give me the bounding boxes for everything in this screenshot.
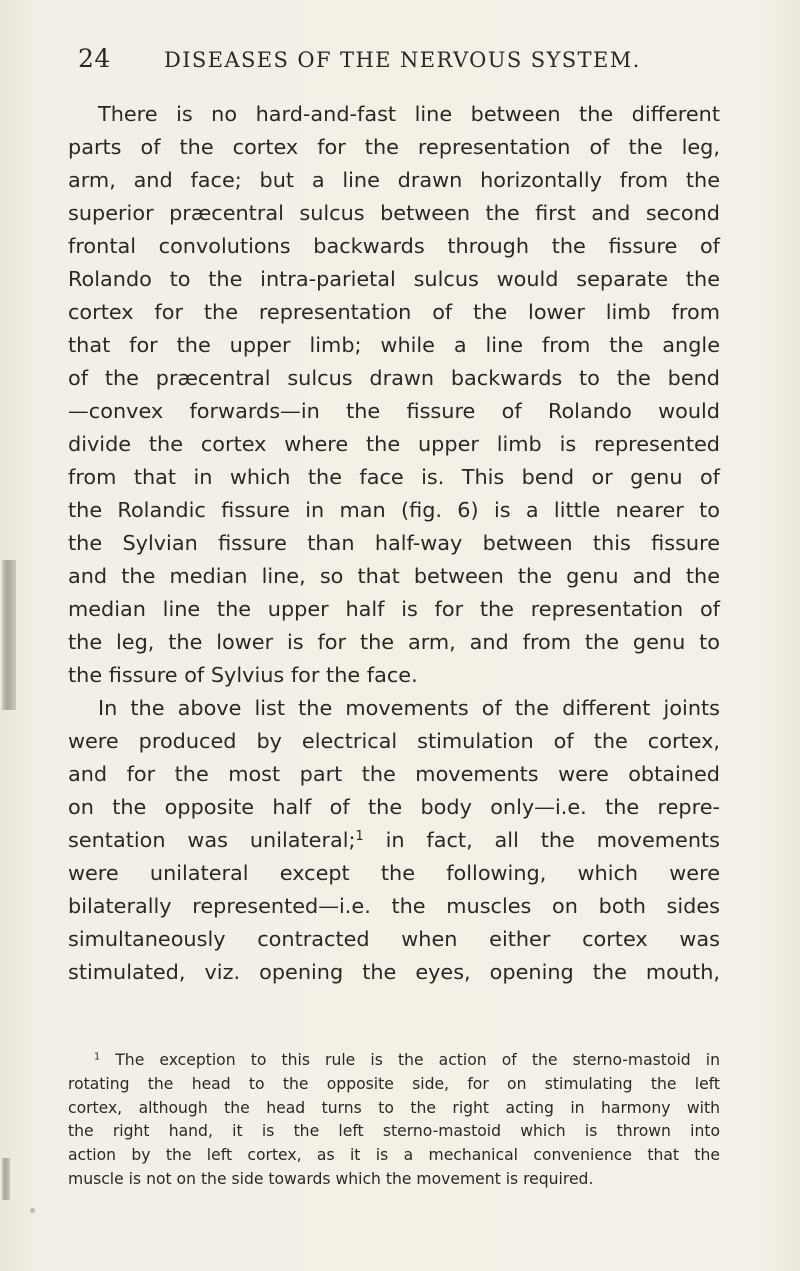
text-line-with-footnote-ref xyxy=(68,824,720,857)
page-number: 24 xyxy=(78,44,111,73)
text-line: the leg, the lower is for the arm, and from the genu to xyxy=(68,630,720,654)
footnote-line: the right hand, it is the left sterno-mastoid which is thrown into xyxy=(68,1122,720,1141)
text-line: simultaneously contracted when either cortex was xyxy=(68,927,720,951)
binding-shadow-mark xyxy=(2,560,16,710)
text-line: and the median line, so that between the genu and the xyxy=(68,564,720,588)
text-line: frontal convolutions backwards through the fissure of xyxy=(68,234,720,258)
footnote-line: rotating the head to the opposite side, for on stimulating the left xyxy=(68,1074,720,1093)
text-line: the Rolandic fissure in man (fig. 6) is a little nearer to xyxy=(68,498,720,522)
text-line: divide the cortex where the upper limb is represented xyxy=(68,432,720,456)
footnote-text: The exception to this rule is the action of the sterno-mastoid in xyxy=(115,1051,721,1069)
text-line: that for the upper limb; while a line from the angle xyxy=(68,333,720,357)
binding-shadow-mark-lower xyxy=(2,1158,10,1200)
text-line: from that in which the face is. This bend or genu of xyxy=(68,465,720,489)
text-fragment: sentation was unilateral; xyxy=(68,828,356,852)
text-line: superior præcentral sulcus between the first and second xyxy=(68,201,720,225)
text-line: There is no hard-and-fast line between the different xyxy=(98,102,720,126)
text-line: arm, and face; but a line drawn horizontally from the xyxy=(68,168,720,192)
footnote-line: cortex, although the head turns to the right acting in harmony with xyxy=(68,1098,720,1117)
text-line: bilaterally represented—i.e. the muscles on both sides xyxy=(68,894,720,918)
paper-speck xyxy=(30,1208,35,1213)
footnote-line: action by the left cortex, as it is a mechanical convenience that the xyxy=(68,1146,720,1165)
footnote-line: muscle is not on the side towards which the movement is required. xyxy=(68,1169,594,1188)
text-line: were produced by electrical stimulation of the cortex, xyxy=(68,729,720,753)
text-line: cortex for the representation of the lower limb from xyxy=(68,300,720,324)
footnote-marker: 1 xyxy=(94,1051,101,1063)
footnote-line xyxy=(68,1049,720,1073)
text-line: parts of the cortex for the representation of the leg, xyxy=(68,135,720,159)
body-text xyxy=(68,98,720,989)
text-line: Rolando to the intra-parietal sulcus would separate the xyxy=(68,267,720,291)
text-line: of the præcentral sulcus drawn backwards to the bend xyxy=(68,366,720,390)
text-line: stimulated, viz. opening the eyes, opening the mouth, xyxy=(68,960,720,984)
footnote xyxy=(68,1049,720,1192)
page-header xyxy=(78,44,728,84)
text-line: the Sylvian fissure than half-way between this fissure xyxy=(68,531,720,555)
text-line: the fissure of Sylvius for the face. xyxy=(68,663,418,687)
text-fragment: in fact, all the movements xyxy=(385,828,720,852)
text-line: were unilateral except the following, which were xyxy=(68,861,720,885)
footnote-reference[interactable]: 1 xyxy=(355,828,364,844)
text-line: median line the upper half is for the representation of xyxy=(68,597,720,621)
text-line: In the above list the movements of the different joints xyxy=(98,696,720,720)
running-title: DISEASES OF THE NERVOUS SYSTEM. xyxy=(164,48,641,72)
text-line: and for the most part the movements were obtained xyxy=(68,762,720,786)
text-line: —convex forwards—in the fissure of Rolando would xyxy=(68,399,720,423)
text-line: on the opposite half of the body only—i.e. the repre- xyxy=(68,795,720,819)
